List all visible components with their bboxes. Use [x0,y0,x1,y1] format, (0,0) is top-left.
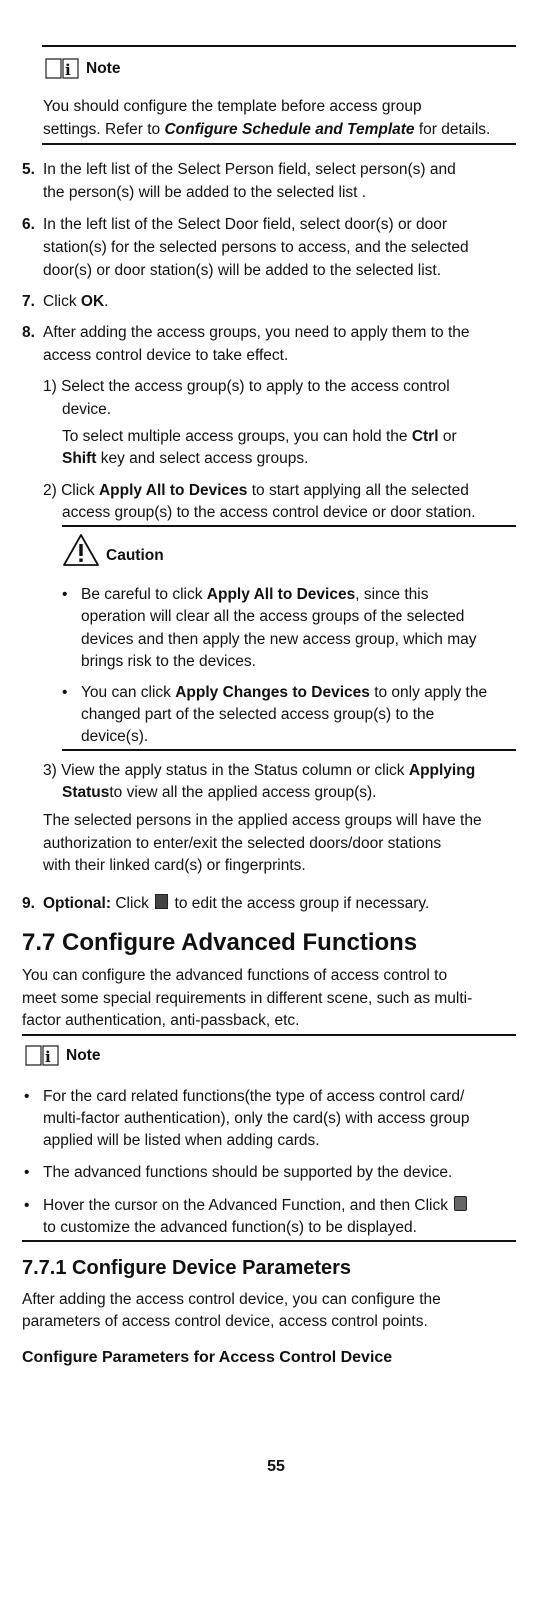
section-text: parameters of access control device, access control points. [22,1313,428,1330]
bullet-dot: • [24,1164,30,1181]
note-text: multi-factor authentication), only the card(s) with access group [43,1110,470,1127]
note-top-rule [22,1034,516,1036]
settings-icon[interactable] [454,1196,467,1211]
note-text: applied will be listed when adding cards. [43,1132,320,1149]
step-text: the person(s) will be added to the selected list . [43,184,367,201]
substep-text: 2) Click Apply All to Devices to start applying all the selected [43,482,469,499]
note-bottom-rule [42,143,516,145]
info-book-icon [44,56,80,80]
note-header [44,56,120,80]
paragraph-text: with their linked card(s) or fingerprints. [43,857,306,874]
caution-top-rule [62,525,516,527]
caution-text: operation will clear all the access groups of the selected [81,608,465,625]
caution-label: Caution [106,547,164,564]
step-number: 7. [22,293,35,310]
subsubsection-heading: Configure Parameters for Access Control Device [22,1349,393,1366]
step-text: access control device to take effect. [43,347,289,364]
page-number: 55 [267,1458,285,1475]
substep-text: access group(s) to the access control device or door station. [62,504,476,521]
caution-text: device(s). [81,728,149,745]
note-header [24,1043,100,1067]
substep-text: 3) View the apply status in the Status column or click Applying [43,762,476,779]
note-text: to customize the advanced function(s) to be displayed. [43,1219,417,1236]
paragraph-text: authorization to enter/exit the selected doors/door stations [43,835,442,852]
ok-button-ref: OK [80,293,105,310]
note-bottom-rule [22,1240,516,1242]
substep-text: Statusto view all the applied access group(s). [62,784,377,801]
section-text: You can configure the advanced functions of access control to [22,967,448,984]
bullet-dot: • [62,586,68,603]
substep-text: Shift key and select access groups. [62,450,309,467]
reference-link[interactable]: Configure Schedule and Template [164,121,415,138]
section-text: meet some special requirements in different scene, such as multi- [22,990,473,1007]
note-text-line1: You should configure the template before access group [43,98,422,115]
warning-triangle-icon [62,533,100,567]
caution-text: You can click Apply Changes to Devices to only apply the [81,684,488,701]
step-number: 9. [22,895,35,912]
section-heading: 7.7 Configure Advanced Functions [22,929,418,956]
info-book-icon [24,1043,60,1067]
section-text: factor authentication, anti-passback, etc. [22,1012,300,1029]
note-text-line2: settings. Refer to Configure Schedule and Template for details. [43,121,491,138]
caution-header [62,532,164,567]
step-text: Optional: Click to edit the access group if necessary. [43,895,430,912]
note-top-rule [42,45,516,47]
subsection-heading: 7.7.1 Configure Device Parameters [22,1257,352,1279]
substep-text: 1) Select the access group(s) to apply to the access control [43,378,450,395]
note-text: The advanced functions should be supported by the device. [43,1164,453,1181]
note-label: Note [86,59,121,77]
note-text: Hover the cursor on the Advanced Function, and then Click [43,1194,469,1217]
step-text: door(s) or door station(s) will be added to the selected list. [43,262,442,279]
svg-text:i: i [45,1048,51,1066]
step-number: 5. [22,161,35,178]
paragraph-text: The selected persons in the applied access groups will have the [43,812,482,829]
step-text: In the left list of the Select Person field, select person(s) and [43,161,456,178]
note-label: Note [66,1046,101,1064]
note-text: For the card related functions(the type of access control card/ [43,1088,465,1105]
section-text: After adding the access control device, you can configure the [22,1291,441,1308]
caution-bottom-rule [62,749,516,751]
step-number: 6. [22,216,35,233]
step-text: After adding the access groups, you need to apply them to the [43,324,470,341]
caution-text: devices and then apply the new access group, which may [81,631,477,648]
bullet-dot: • [24,1088,30,1105]
step-number: 8. [22,324,35,341]
bullet-dot: • [62,684,68,701]
caution-text: Be careful to click Apply All to Devices, since this [81,586,429,603]
step-text: In the left list of the Select Door field, select door(s) or door [43,216,448,233]
step-text: Click OK. [43,293,109,310]
step-text: station(s) for the selected persons to access, and the selected [43,239,469,256]
edit-icon[interactable] [155,894,168,909]
substep-text: To select multiple access groups, you can hold the Ctrl or [62,428,457,445]
substep-text: device. [62,401,112,418]
bullet-dot: • [24,1197,30,1214]
caution-text: changed part of the selected access group(s) to the [81,706,435,723]
caution-text: brings risk to the devices. [81,653,256,670]
svg-text:i: i [65,61,71,79]
